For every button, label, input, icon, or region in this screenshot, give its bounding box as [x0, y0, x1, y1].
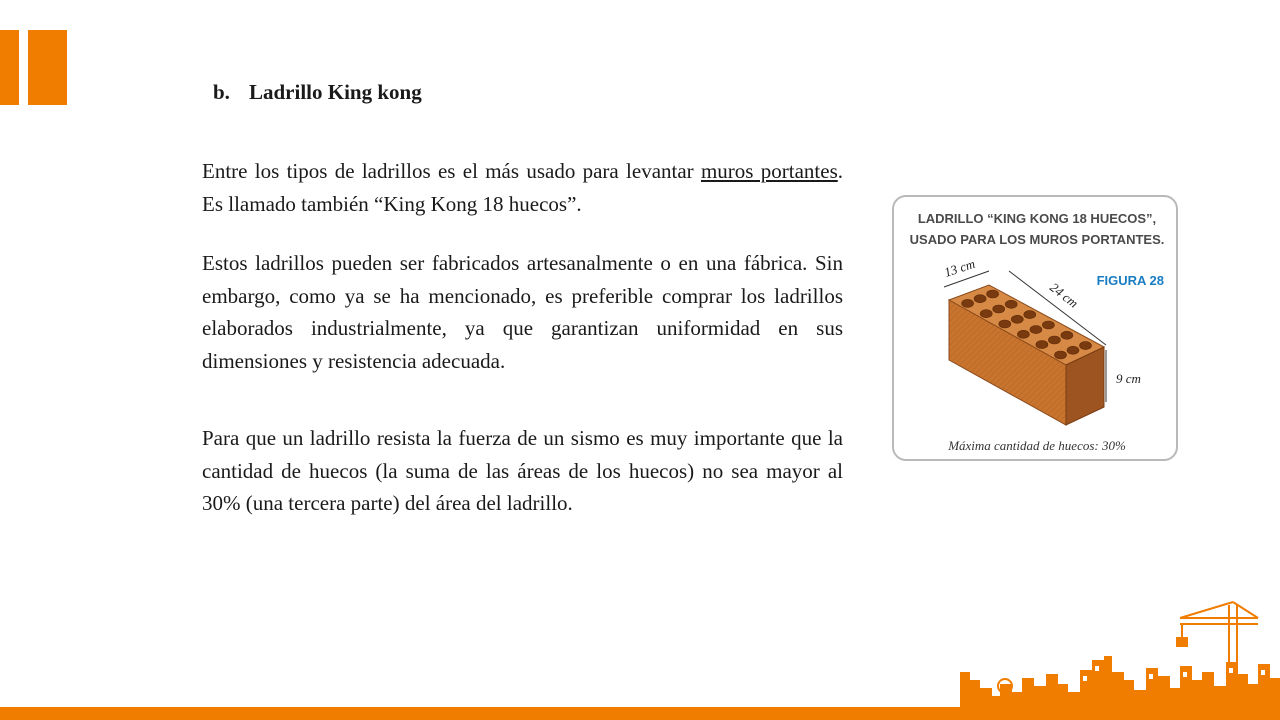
brick-hole: [1005, 300, 1017, 308]
paragraph-seismic: Para que un ladrillo resista la fuerza de un sismo es muy importante que la cantidad de huecos (la suma de las áreas de los huecos) no sea mayor al 30% (una tercera parte) del área del ladrillo.: [202, 426, 843, 515]
brick-hole: [993, 305, 1005, 313]
brick-hole: [1030, 326, 1042, 334]
city-skyline: [0, 600, 1280, 720]
paragraph-intro-start: Entre los tipos de ladrillos es el más usado para levantar: [202, 159, 701, 183]
brick-hole: [999, 320, 1011, 328]
bottom-orange-band: [0, 707, 1280, 720]
brick-hole: [1067, 346, 1079, 354]
brick-hole: [987, 290, 999, 298]
decor-bar-right: [28, 30, 67, 105]
figure-label: FIGURA 28: [1096, 273, 1164, 288]
brick-hole: [1055, 351, 1067, 359]
brick-figure: [892, 195, 1178, 461]
decor-bar-left: [0, 30, 19, 105]
brick-hole: [962, 299, 974, 307]
paragraph-fabrication: Estos ladrillos pueden ser fabricados artesanalmente o en una fábrica. Sin embargo, como ya se ha mencionado, es preferible comprar los ladrillos elaborados industrialmente, ya que garantizan uniformidad en sus dimensiones y resistencia adecuada.: [202, 251, 843, 373]
paragraph-intro: [202, 155, 843, 220]
muros-portantes-link[interactable]: muros portantes: [700, 159, 838, 183]
brick-illustration: [949, 285, 1104, 425]
figure-title-line2: USADO PARA LOS MUROS PORTANTES.: [909, 232, 1165, 247]
section-marker: b.: [213, 80, 230, 104]
dim-height-label: 9 cm: [1116, 371, 1141, 386]
crane-icon: [1177, 602, 1258, 664]
brick-hole: [1061, 331, 1073, 339]
section-title: Ladrillo King kong: [249, 80, 422, 104]
section-heading: [213, 80, 422, 105]
brick-hole: [974, 295, 986, 303]
paragraph-intro-end: . Es llamado también “King Kong 18 huecos”.: [202, 159, 843, 216]
brick-hole: [1042, 321, 1054, 329]
brick-hole: [980, 310, 992, 318]
figure-caption: Máxima cantidad de huecos: 30%: [948, 438, 1126, 453]
figure-title-line1: LADRILLO “KING KONG 18 HUECOS”,: [917, 211, 1157, 226]
dim-width-label: 13 cm: [942, 255, 977, 280]
brick-hole: [1011, 315, 1023, 323]
brick-hole: [1036, 341, 1048, 349]
brick-hole: [1017, 330, 1029, 338]
brick-hole: [1048, 336, 1060, 344]
dim-length-label: 24 cm: [1047, 279, 1082, 311]
brick-hole: [1080, 342, 1092, 350]
brick-hole: [1024, 311, 1036, 319]
